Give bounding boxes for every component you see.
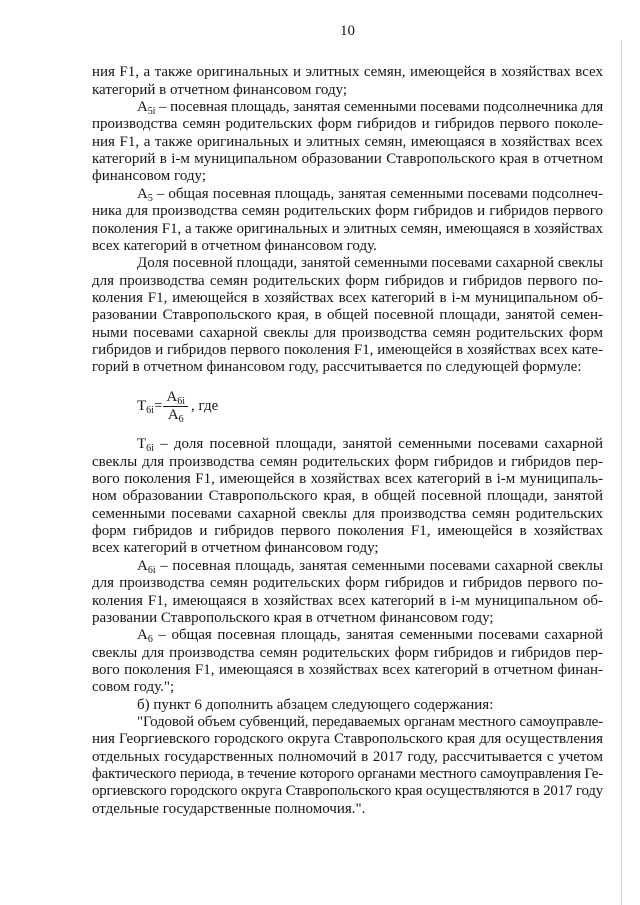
text-line: разовании Ставропольского края в отчетном финансовом году; <box>92 609 494 626</box>
formula-suffix: , где <box>191 398 219 415</box>
paragraph <box>92 627 603 696</box>
text-line: производства семян родительских форм гибридов и гибридов первого поколе- <box>92 116 603 133</box>
text-line: вого поколения F1, имеющейся в хозяйствах всех категорий в i-м муниципаль- <box>92 471 603 487</box>
formula-lhs: $Т_{6i}$ <box>137 398 154 417</box>
text-line: $А_5$ – общая посевная площадь, занятая семенными посевами подсолнеч- <box>137 185 603 204</box>
text-line: поколения F1, а также оригинальных и элитных семян, имеющаяся в хозяйствах <box>92 220 603 237</box>
text-line: фактического периода, в течение которого органами местного самоуправления Ге- <box>92 766 603 783</box>
fraction <box>163 389 188 426</box>
text-line: коления F1, имеющейся в хозяйствах всех категорий в i-м муниципальном об- <box>92 289 603 306</box>
fraction-numerator: $А_{6i}$ <box>163 391 188 407</box>
text-line: ном образовании Ставропольского края, в общей посевной площади, занятой <box>92 488 603 505</box>
text-line: ными посевами сахарной свеклы для производства семян родительских форм <box>92 324 603 341</box>
text-line: горий в отчетном финансовом году, рассчитывается по следующей формуле: <box>92 359 582 376</box>
paragraph <box>92 558 603 627</box>
fraction-denominator: $А_6$ <box>167 407 184 426</box>
text-line: всех категорий в отчетном финансовом году. <box>92 237 377 254</box>
paragraph <box>92 436 603 558</box>
text-line: финансовом году; <box>92 168 207 185</box>
paragraph <box>92 99 603 186</box>
text-line: категорий в отчетном финансовом году; <box>92 81 348 98</box>
text-line: коления F1, имеющаяся в хозяйствах всех категорий в i-м муниципальном об- <box>92 592 603 609</box>
formula <box>92 377 603 437</box>
text-line: категорий в i-м муниципальном образовании Ставропольского края в отчетном <box>92 151 603 168</box>
text-line: совом году."; <box>92 679 175 696</box>
text-line: свеклы для производства семян родительских форм гибридов и гибридов пер- <box>92 453 603 470</box>
text-line: "Годовой объем субвенций, передаваемых органам местного самоуправле- <box>137 714 603 731</box>
paragraph <box>92 697 603 714</box>
paragraph <box>92 186 603 255</box>
text-line: $А_{5i}$ – посевная площадь, занятая семенными посевами подсолнечника для <box>137 99 603 118</box>
text-line: ния F1, а также оригинальных и элитных семян, имеющаяся в хозяйствах всех <box>92 133 603 150</box>
variable-symbol: $А_6$ <box>137 627 153 646</box>
text-line: вого поколения F1, имеющаяся в хозяйствах всех категорий в отчетном финан- <box>92 661 603 678</box>
text-line: свеклы для производства семян родительских форм гибридов и гибридов пер- <box>92 644 603 661</box>
text-line: ния F1, а также оригинальных и элитных семян, имеющейся в хозяйствах всех <box>92 64 603 81</box>
paragraph <box>92 255 603 377</box>
text-line: разовании Ставропольского края, в общей посевной площади, занятой семен- <box>92 307 603 324</box>
paragraph <box>92 714 603 818</box>
text-line: форм гибридов и гибридов первого поколения F1, имеющейся в хозяйствах <box>92 523 603 540</box>
variable-symbol: $А_5$ <box>137 185 153 204</box>
document-body <box>92 64 603 818</box>
text-line: Доля посевной площади, занятой семенными посевами сахарной свеклы <box>137 255 603 272</box>
scan-edge-line <box>621 40 622 905</box>
text-line: отдельные государственные полномочия.". <box>92 800 366 817</box>
text-line: отдельных государственных полномочий в 2017 году, рассчитывается с учетом <box>92 748 603 765</box>
paragraph <box>92 64 603 99</box>
variable-symbol: $А_{6i}$ <box>137 557 156 576</box>
text-line: $А_6$ – общая посевная площадь, занятая семенными посевами сахарной <box>137 627 603 646</box>
text-line: для производства семян родительских форм гибридов и гибридов первого по- <box>92 272 603 289</box>
variable-symbol: $Т_{6i}$ <box>137 436 154 455</box>
variable-symbol: $А_{5i}$ <box>137 99 156 118</box>
text-line: для производства семян родительских форм гибридов и гибридов первого по- <box>92 575 603 592</box>
formula-equals: = <box>153 398 163 415</box>
text-line: гибридов и гибридов первого поколения F1, имеющейся в хозяйствах всех кате- <box>92 342 603 359</box>
text-line: оргиевского городского округа Ставропольского края осуществляются в 2017 году <box>92 783 603 800</box>
text-line: всех категорий в отчетном финансовом году; <box>92 540 379 557</box>
page-number: 10 <box>340 23 355 39</box>
text-line: семенными посевами сахарной свеклы для производства семян родительских <box>92 505 603 522</box>
text-line: $А_{6i}$ – посевная площадь, занятая семенными посевами сахарной свеклы <box>137 557 603 576</box>
text-line: $Т_{6i}$ – доля посевной площади, занятой семенными посевами сахарной <box>137 436 603 455</box>
text-line: ника для производства семян родительских форм гибридов и гибридов первого <box>92 203 603 220</box>
text-line: ния Георгиевского городского округа Ставропольского края для осуществления <box>92 731 603 748</box>
text-line: б) пункт 6 дополнить абзацем следующего содержания: <box>137 696 494 713</box>
